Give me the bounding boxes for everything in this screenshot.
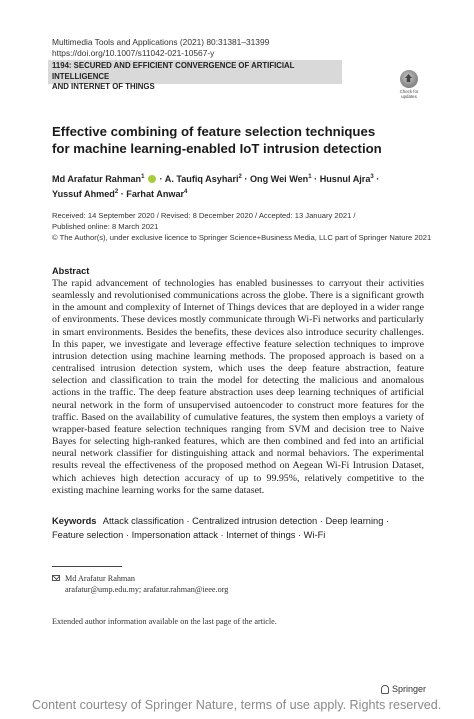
author-affiliation: 3 — [370, 174, 374, 180]
journal-header — [52, 37, 269, 59]
section-banner-line1: 1194: SECURED AND EFFICIENT CONVERGENCE OF ARTIFICIAL INTELLIGENCE — [52, 61, 295, 81]
author-name[interactable]: A. Taufiq Asyhari — [164, 174, 239, 185]
corresponding-author — [52, 573, 412, 595]
keywords-line2: Feature selection · Impersonation attack · Internet of things · Wi-Fi — [52, 529, 326, 540]
author-affiliation: 2 — [114, 189, 119, 196]
author-separator: · — [314, 174, 318, 185]
check-for-updates-icon — [400, 70, 418, 88]
author-name[interactable]: Yussuf Ahmed — [52, 189, 115, 200]
extended-author-info: Extended author information available on the last page of the article. — [52, 617, 277, 626]
footnote-divider — [52, 566, 122, 567]
copyright-watermark: Content courtesy of Springer Nature, terms of use apply. Rights reserved. — [32, 698, 442, 712]
publisher-name: Springer — [392, 684, 427, 694]
author-affiliation: 1 — [308, 174, 312, 180]
orcid-icon[interactable] — [148, 175, 156, 183]
keywords-line1: Attack classification · Centralized intrusion detection · Deep learning · — [102, 516, 390, 526]
author-name[interactable]: Ong Wei Wen — [249, 174, 309, 185]
copyright-line: © The Author(s), under exclusive licence to Springer Science+Business Media, LLC part of Springer Nature 2021 — [52, 233, 432, 242]
article-title — [52, 123, 412, 157]
author-separator: · — [376, 174, 380, 185]
publisher-logo — [381, 684, 426, 694]
author-affiliation: 1 — [141, 174, 145, 180]
corresponding-author-email[interactable]: arafatur@ump.edu.my; arafatur.rahman@ieee.org — [65, 585, 229, 594]
author-separator: · — [159, 174, 163, 185]
envelope-icon — [52, 575, 60, 581]
author-name[interactable]: Md Arafatur Rahman — [52, 174, 142, 185]
springer-horse-icon — [381, 685, 389, 694]
author-separator: · — [244, 174, 248, 185]
author-name[interactable]: Farhat Anwar — [126, 189, 185, 200]
corresponding-author-name: Md Arafatur Rahman — [65, 574, 136, 583]
publication-dates — [52, 210, 432, 243]
check-for-updates-badge[interactable] — [397, 70, 421, 104]
author-list — [52, 171, 432, 201]
title-line1: Effective combining of feature selection techniques — [52, 124, 376, 139]
check-badge-line1: Check for — [399, 89, 419, 94]
title-line2: for machine learning-enabled IoT intrusion detection — [52, 141, 382, 156]
author-name[interactable]: Husnul Ajra — [319, 174, 371, 185]
check-for-updates-label — [400, 89, 419, 99]
keywords-block — [52, 515, 424, 541]
author-affiliation: 2 — [238, 174, 242, 180]
section-banner-line2: AND INTERNET OF THINGS — [52, 82, 155, 91]
abstract-heading: Abstract — [52, 266, 90, 276]
dates-line2: Published online: 8 March 2021 — [52, 222, 159, 231]
author-separator: · — [120, 189, 124, 200]
journal-citation: Multimedia Tools and Applications (2021) 80:31381–31399 — [52, 37, 270, 47]
abstract-body: The rapid advancement of technologies has enabled businesses to carryout their activities seamlessly and revolutionised communications across the globe. There is a significant growth in the amount and complexity of Internet of Things devices that are deployed in a wider range of environments. These devices mostly communicate through Wi-Fi networks and particularly in smart environments. Besides the benefits, these devices also introduce security challenges. In this paper, we investigate and leverage effective feature selection techniques to improve intrusion detection using machine learning methods. The proposed approach is based on a centralised intrusion detection system, which uses the deep feature abstraction, feature selection and classification to train the model for detecting the malicious and anomalous actions in the traffic. The deep feature abstraction uses deep learning techniques of artificial neural network in the form of unsupervised autoencoder to construct more features for the traffic. Based on the availability of cumulative features, the system then employs a variety of wrapper-based feature selection techniques ranging from SVM and decision tree to Naive Bayes for selecting high-ranked features, which are then combined and fed into an artificial neural network classifier for distinguishing attack and normal behaviors. The experimental results reveal the effectiveness of the proposed method on Aegean Wi-Fi Intrusion Dataset, which achieves high detection accuracy of up to 99.95%, relatively competitive to the existing machine learning works for the same dataset. — [52, 278, 424, 496]
check-badge-line2: updates — [401, 94, 417, 99]
author-affiliation: 4 — [184, 189, 188, 196]
journal-doi-link[interactable]: https://doi.org/10.1007/s11042-021-10567-y — [52, 48, 215, 58]
section-banner — [48, 60, 342, 91]
dates-line1: Received: 14 September 2020 / Revised: 8 December 2020 / Accepted: 13 January 2021 / — [52, 211, 356, 220]
keywords-label: Keywords — [52, 516, 97, 526]
